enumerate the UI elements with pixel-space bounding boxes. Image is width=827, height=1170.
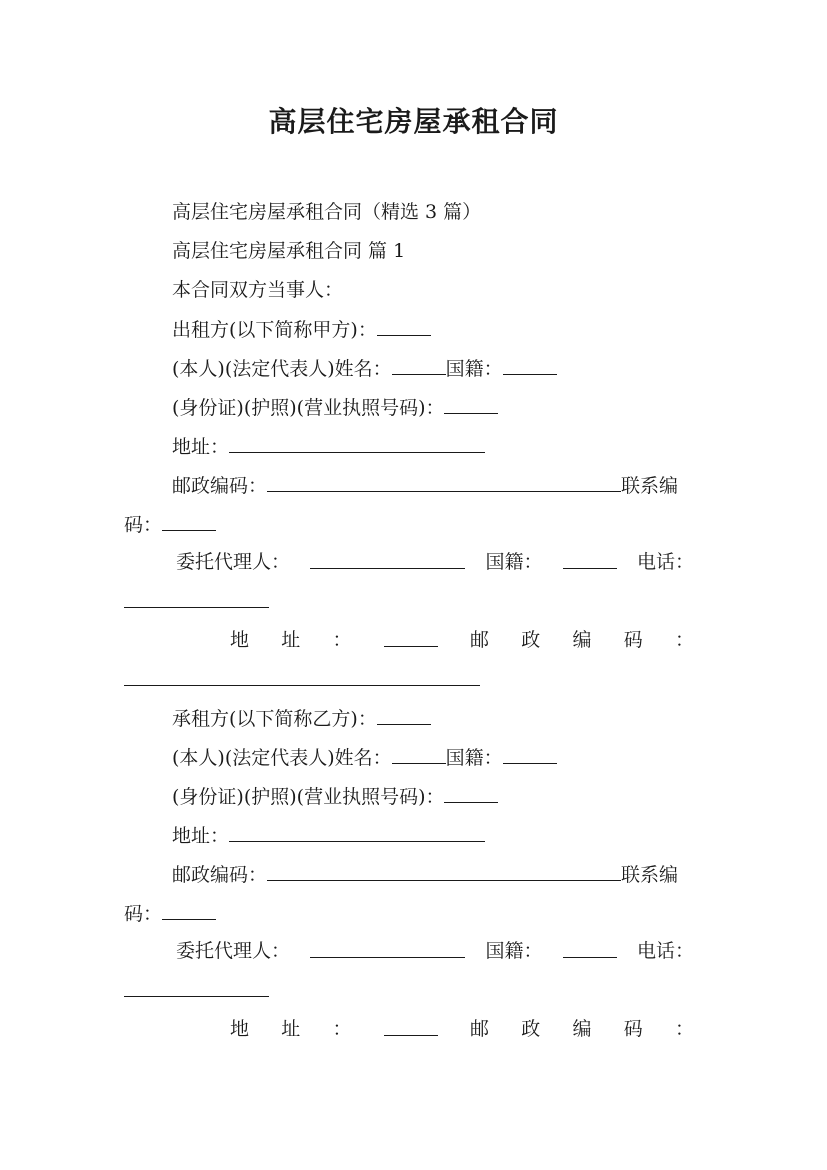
lessor-agent-line <box>176 550 694 574</box>
blank-field[interactable] <box>563 939 617 958</box>
lessor-agent-postcode-char: 政 <box>521 629 541 651</box>
lessee-agent-address-char: ： <box>332 1018 352 1040</box>
lessor-id-label: (身份证)(护照)(营业执照号码)： <box>172 397 445 419</box>
lessee-address-label: 地址： <box>172 825 230 847</box>
lessor-agent-phone-label: 电话： <box>636 551 694 573</box>
lessor-agent-postcode-char: 编 <box>572 629 592 651</box>
lessor-contact-label: 联系编 <box>621 475 679 497</box>
lessee-label: 承租方(以下简称乙方)： <box>172 708 377 730</box>
lessor-postcode-line <box>172 473 678 498</box>
blank-field[interactable] <box>377 706 431 725</box>
blank-field[interactable] <box>124 685 480 686</box>
lessee-agent-address-char: 地 <box>230 1018 250 1040</box>
blank-field[interactable] <box>310 939 465 958</box>
blank-field[interactable] <box>444 395 498 414</box>
lessor-agent-nationality-label: 国籍： <box>485 551 543 573</box>
blank-field[interactable] <box>384 1017 438 1036</box>
lessee-agent-address-line <box>230 1017 694 1041</box>
lessor-label: 出租方(以下简称甲方)： <box>172 319 377 341</box>
lessee-label-line <box>172 706 431 731</box>
lessor-label-line <box>172 317 431 342</box>
blank-field[interactable] <box>267 862 621 881</box>
lessee-agent-label: 委托代理人： <box>176 940 291 962</box>
blank-field[interactable] <box>392 745 446 764</box>
lessor-name-line <box>172 356 557 381</box>
lessee-agent-postcode-char: 政 <box>521 1018 541 1040</box>
lessor-agent-address-line <box>230 628 694 652</box>
lessee-agent-postcode-char: 邮 <box>469 1018 489 1040</box>
lessee-agent-postcode-char: 码 <box>623 1018 643 1040</box>
lessee-agent-nationality-label: 国籍： <box>485 940 543 962</box>
lessor-id-line <box>172 395 498 420</box>
document-title: 高层住宅房屋承租合同 <box>268 105 559 138</box>
lessor-postcode-label: 邮政编码： <box>172 475 268 497</box>
lessor-nationality-label: 国籍： <box>445 358 503 380</box>
blank-field[interactable] <box>310 550 465 569</box>
lessee-agent-postcode-char: ： <box>674 1018 694 1040</box>
lessee-agent-postcode-char: 编 <box>572 1018 592 1040</box>
blank-field[interactable] <box>229 823 485 842</box>
blank-field[interactable] <box>563 550 617 569</box>
lessor-agent-address-char: 地 <box>230 629 250 651</box>
lessor-contact-label-cont: 码： <box>124 514 163 536</box>
lessee-contact-label-cont: 码： <box>124 903 163 925</box>
blank-field[interactable] <box>444 784 498 803</box>
blank-field[interactable] <box>162 512 216 531</box>
blank-field[interactable] <box>377 317 431 336</box>
lessee-agent-line <box>176 939 694 963</box>
lessor-address-label: 地址： <box>172 436 230 458</box>
blank-field[interactable] <box>124 607 269 608</box>
lessee-postcode-line <box>172 862 678 887</box>
lessee-id-line <box>172 784 498 809</box>
blank-field[interactable] <box>267 473 621 492</box>
lessee-nationality-label: 国籍： <box>445 747 503 769</box>
blank-field[interactable] <box>162 901 216 920</box>
lessee-name-label: (本人)(法定代表人)姓名： <box>172 747 392 769</box>
lessor-agent-address-char: ： <box>332 629 352 651</box>
subtitle: 高层住宅房屋承租合同（精选 3 篇） <box>172 201 482 223</box>
blank-field[interactable] <box>124 996 269 997</box>
blank-field[interactable] <box>229 434 485 453</box>
lessee-agent-address-char: 址 <box>281 1018 301 1040</box>
blank-field[interactable] <box>384 628 438 647</box>
blank-field[interactable] <box>503 745 557 764</box>
lessor-agent-postcode-char: 邮 <box>469 629 489 651</box>
lessee-id-label: (身份证)(护照)(营业执照号码)： <box>172 786 445 808</box>
lessee-contact-line <box>124 901 216 926</box>
lessee-name-line <box>172 745 557 770</box>
lessee-contact-label: 联系编 <box>621 864 679 886</box>
lessor-name-label: (本人)(法定代表人)姓名： <box>172 358 392 380</box>
lessee-postcode-label: 邮政编码： <box>172 864 268 886</box>
lessor-contact-line <box>124 512 216 537</box>
lessor-agent-postcode-char: ： <box>674 629 694 651</box>
lessee-address-line <box>172 823 485 848</box>
lessor-address-line <box>172 434 485 459</box>
blank-field[interactable] <box>392 356 446 375</box>
blank-field[interactable] <box>503 356 557 375</box>
lessor-agent-label: 委托代理人： <box>176 551 291 573</box>
part-heading: 高层住宅房屋承租合同 篇 1 <box>172 240 406 262</box>
intro: 本合同双方当事人： <box>172 279 344 301</box>
lessee-agent-phone-label: 电话： <box>636 940 694 962</box>
lessor-agent-postcode-char: 码 <box>623 629 643 651</box>
lessor-agent-address-char: 址 <box>281 629 301 651</box>
